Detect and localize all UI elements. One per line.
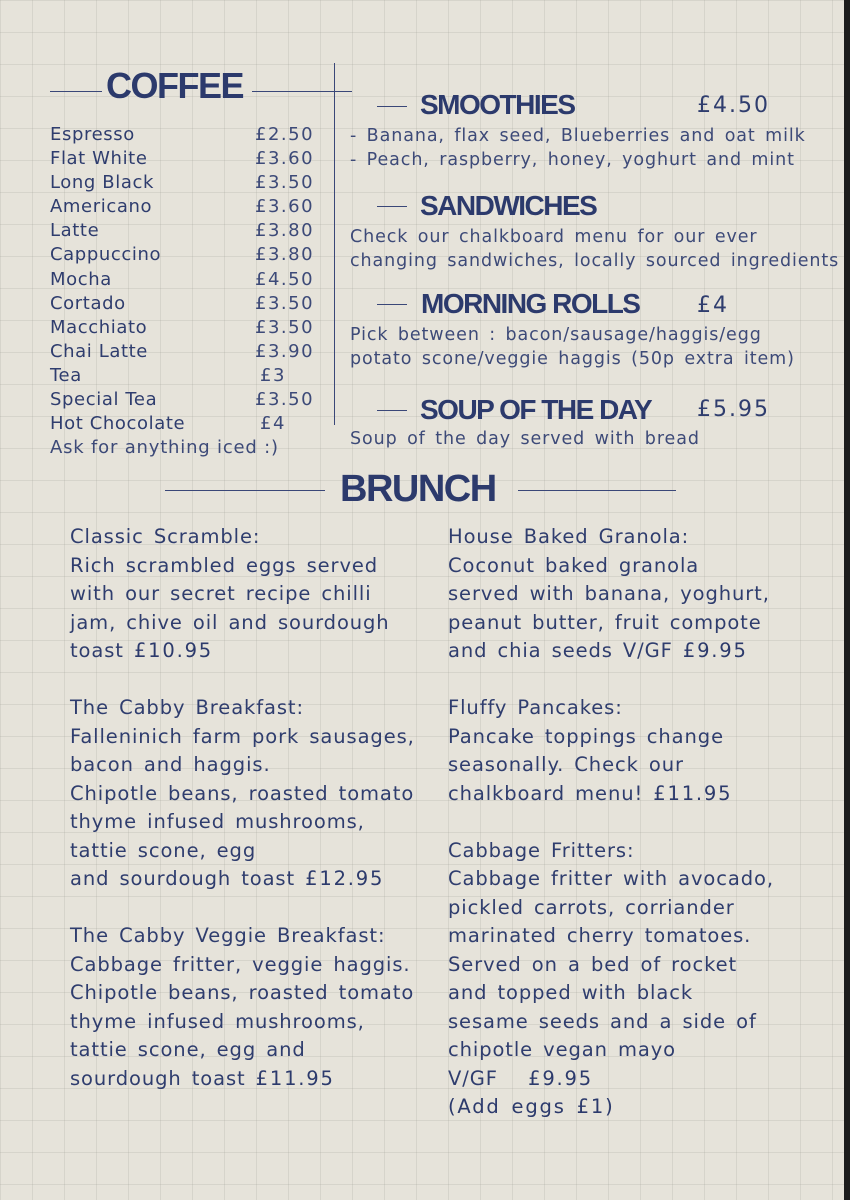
brunch-item-text: tattie scone, egg and bbox=[70, 1038, 306, 1061]
brunch-item-text: jam, chive oil and sourdough bbox=[70, 610, 390, 634]
coffee-item-name: Hot Chocolate bbox=[50, 413, 186, 435]
brunch-left-column bbox=[70, 523, 430, 1093]
brunch-item-title: Fluffy Pancakes: bbox=[448, 696, 623, 719]
brunch-item-text: served with banana, yoghurt, bbox=[448, 582, 770, 605]
brunch-item-line bbox=[70, 637, 430, 666]
brunch-item-text: bacon and haggis. bbox=[70, 753, 271, 776]
coffee-item-price: £3.50 bbox=[255, 172, 315, 194]
coffee-item-name: Cappuccino bbox=[50, 244, 162, 266]
coffee-item bbox=[50, 195, 320, 219]
brunch-item-line bbox=[448, 780, 808, 809]
rolls-heading: MORNING ROLLS bbox=[421, 288, 640, 319]
brunch-item-line bbox=[448, 979, 808, 1008]
coffee-item bbox=[50, 340, 320, 364]
brunch-item-line bbox=[448, 951, 808, 980]
smoothies-line: - Banana, flax seed, Blueberries and oat milk bbox=[350, 126, 806, 146]
coffee-item-name: Mocha bbox=[50, 268, 112, 290]
soup-heading: SOUP OF THE DAY bbox=[420, 394, 652, 425]
sandwiches-line: changing sandwiches, locally sourced ingredients bbox=[350, 251, 840, 271]
coffee-item-name: Special Tea bbox=[50, 389, 158, 411]
brunch-item-line bbox=[70, 609, 430, 638]
brunch-item-line bbox=[70, 723, 430, 752]
coffee-heading: COFFEE bbox=[106, 65, 244, 106]
sandwiches-line: Check our chalkboard menu for our ever bbox=[350, 227, 758, 247]
brunch-item-line bbox=[448, 609, 808, 638]
brunch-item-price: £11.95 bbox=[653, 781, 733, 805]
coffee-item-name: Macchiato bbox=[50, 316, 148, 338]
coffee-item-price: £4.50 bbox=[255, 268, 315, 290]
brunch-rule-left bbox=[165, 490, 325, 491]
sandwiches-heading: SANDWICHES bbox=[420, 190, 597, 221]
brunch-item-line bbox=[70, 1065, 430, 1094]
brunch-item-text: Pancake toppings change bbox=[448, 724, 724, 748]
brunch-item-text: chalkboard menu! bbox=[448, 781, 644, 805]
coffee-item-price: £3.50 bbox=[255, 389, 315, 411]
brunch-item-line bbox=[70, 780, 430, 809]
brunch-item-text: and chia seeds V/GF bbox=[448, 639, 673, 662]
brunch-item-line bbox=[70, 951, 430, 980]
brunch-item-text: marinated cherry tomatoes. bbox=[448, 924, 752, 947]
brunch-item-text: Coconut baked granola bbox=[448, 553, 700, 577]
rolls-rule bbox=[377, 304, 407, 305]
brunch-rule-right bbox=[518, 490, 676, 491]
brunch-item-price: £12.95 bbox=[305, 867, 385, 890]
coffee-item-price: £3.80 bbox=[255, 244, 315, 266]
coffee-item bbox=[50, 412, 320, 436]
brunch-item-line bbox=[448, 637, 808, 666]
coffee-item bbox=[50, 364, 320, 388]
coffee-divider bbox=[334, 63, 335, 425]
coffee-rule-right bbox=[252, 91, 352, 92]
smoothies-heading: SMOOTHIES bbox=[420, 89, 575, 120]
brunch-item-text: thyme infused mushrooms, bbox=[70, 810, 365, 833]
brunch-item-line bbox=[70, 1036, 430, 1065]
brunch-item-text: and topped with black bbox=[448, 981, 694, 1004]
brunch-item-text: pickled carrots, corriander bbox=[448, 895, 735, 919]
brunch-item-text: Cabbage fritter with avocado, bbox=[448, 867, 774, 890]
brunch-item-text: chipotle vegan mayo bbox=[448, 1038, 677, 1061]
brunch-item-text: Cabbage fritter, veggie haggis. bbox=[70, 952, 411, 976]
brunch-item-line bbox=[70, 837, 430, 866]
brunch-item-text: seasonally. Check our bbox=[448, 753, 684, 776]
brunch-item-text: sesame seeds and a side of bbox=[448, 1009, 757, 1033]
smoothies-rule bbox=[377, 106, 407, 107]
brunch-right-column bbox=[448, 523, 808, 1122]
coffee-list bbox=[50, 123, 320, 436]
coffee-item bbox=[50, 171, 320, 195]
brunch-item-extra: (Add eggs £1) bbox=[448, 1095, 615, 1118]
page-edge bbox=[844, 0, 850, 1200]
brunch-item-line bbox=[70, 580, 430, 609]
brunch-item-price: £9.95 bbox=[682, 639, 748, 662]
brunch-item-line bbox=[448, 552, 808, 581]
rolls-line: potato scone/veggie haggis (50p extra item) bbox=[350, 349, 795, 369]
brunch-item-line bbox=[448, 922, 808, 951]
brunch-item-title: Cabbage Fritters: bbox=[448, 838, 635, 862]
coffee-item-name: Chai Latte bbox=[50, 340, 148, 362]
coffee-item bbox=[50, 268, 320, 292]
brunch-item-text: Chipotle beans, roasted tomato bbox=[70, 981, 415, 1004]
coffee-item-price: £4 bbox=[260, 413, 286, 435]
brunch-item-line bbox=[70, 552, 430, 581]
coffee-item bbox=[50, 123, 320, 147]
brunch-item-title: The Cabby Breakfast: bbox=[70, 696, 304, 719]
brunch-item-line bbox=[70, 979, 430, 1008]
brunch-item-line bbox=[448, 580, 808, 609]
brunch-item-price: £9.95 bbox=[528, 1066, 593, 1090]
brunch-item-line bbox=[448, 1008, 808, 1037]
coffee-item-price: £3 bbox=[260, 364, 286, 386]
brunch-item-line bbox=[70, 751, 430, 780]
coffee-item-price: £3.50 bbox=[255, 292, 315, 314]
rolls-price: £4 bbox=[697, 293, 729, 318]
coffee-item-price: £3.80 bbox=[255, 220, 315, 242]
coffee-item bbox=[50, 316, 320, 340]
brunch-item-line bbox=[70, 1008, 430, 1037]
brunch-item-line bbox=[448, 723, 808, 752]
coffee-item-price: £2.50 bbox=[255, 124, 315, 145]
brunch-item-text: with our secret recipe chilli bbox=[70, 582, 372, 605]
brunch-item-text: Chipotle beans, roasted tomato bbox=[70, 781, 415, 805]
coffee-item-price: £3.60 bbox=[255, 148, 315, 170]
coffee-item bbox=[50, 388, 320, 412]
smoothies-price: £4.50 bbox=[697, 93, 770, 118]
brunch-item-title: Classic Scramble: bbox=[70, 525, 261, 548]
soup-price: £5.95 bbox=[697, 397, 770, 422]
coffee-note: Ask for anything iced :) bbox=[50, 437, 279, 458]
coffee-item-name: Cortado bbox=[50, 292, 126, 314]
brunch-item-line bbox=[448, 865, 808, 894]
brunch-item-price: £11.95 bbox=[255, 1066, 335, 1090]
brunch-item-text: toast bbox=[70, 639, 124, 662]
coffee-item-name: Espresso bbox=[50, 124, 135, 145]
brunch-item-line bbox=[448, 751, 808, 780]
soup-rule bbox=[377, 410, 407, 411]
coffee-item-price: £3.50 bbox=[255, 316, 315, 338]
coffee-item-name: Flat White bbox=[50, 148, 148, 170]
coffee-item bbox=[50, 292, 320, 316]
soup-line: Soup of the day served with bread bbox=[350, 429, 700, 449]
coffee-rule-left bbox=[50, 91, 102, 92]
coffee-item-name: Tea bbox=[50, 364, 82, 386]
brunch-item-text: tattie scone, egg bbox=[70, 838, 257, 862]
brunch-item-line bbox=[448, 1065, 808, 1094]
brunch-item-text: Rich scrambled eggs served bbox=[70, 553, 379, 577]
brunch-item-line bbox=[448, 1036, 808, 1065]
brunch-item-text: Served on a bed of rocket bbox=[448, 952, 738, 976]
brunch-item-text: and sourdough toast bbox=[70, 867, 296, 890]
coffee-item-name: Latte bbox=[50, 220, 100, 242]
coffee-item bbox=[50, 243, 320, 267]
sandwiches-rule bbox=[377, 206, 407, 207]
rolls-line: Pick between : bacon/sausage/haggis/egg bbox=[350, 325, 762, 345]
coffee-item bbox=[50, 219, 320, 243]
brunch-item-text: Falleninich farm pork sausages, bbox=[70, 724, 415, 748]
brunch-item-price: £10.95 bbox=[133, 639, 213, 662]
brunch-heading: BRUNCH bbox=[340, 468, 496, 510]
coffee-item-price: £3.60 bbox=[255, 196, 315, 218]
coffee-item bbox=[50, 147, 320, 171]
brunch-item-line bbox=[70, 808, 430, 837]
brunch-item-title: The Cabby Veggie Breakfast: bbox=[70, 924, 386, 947]
brunch-item-text: sourdough toast bbox=[70, 1066, 246, 1090]
brunch-item-line bbox=[448, 894, 808, 923]
brunch-item-line bbox=[70, 865, 430, 894]
coffee-item-name: Americano bbox=[50, 196, 153, 218]
brunch-item-text: thyme infused mushrooms, bbox=[70, 1009, 365, 1033]
coffee-item-name: Long Black bbox=[50, 172, 154, 194]
brunch-item-text: V/GF bbox=[448, 1066, 498, 1090]
smoothies-line: - Peach, raspberry, honey, yoghurt and mint bbox=[350, 150, 795, 170]
brunch-item-title: House Baked Granola: bbox=[448, 525, 690, 548]
brunch-item-text: peanut butter, fruit compote bbox=[448, 610, 762, 634]
coffee-item-price: £3.90 bbox=[255, 340, 315, 362]
